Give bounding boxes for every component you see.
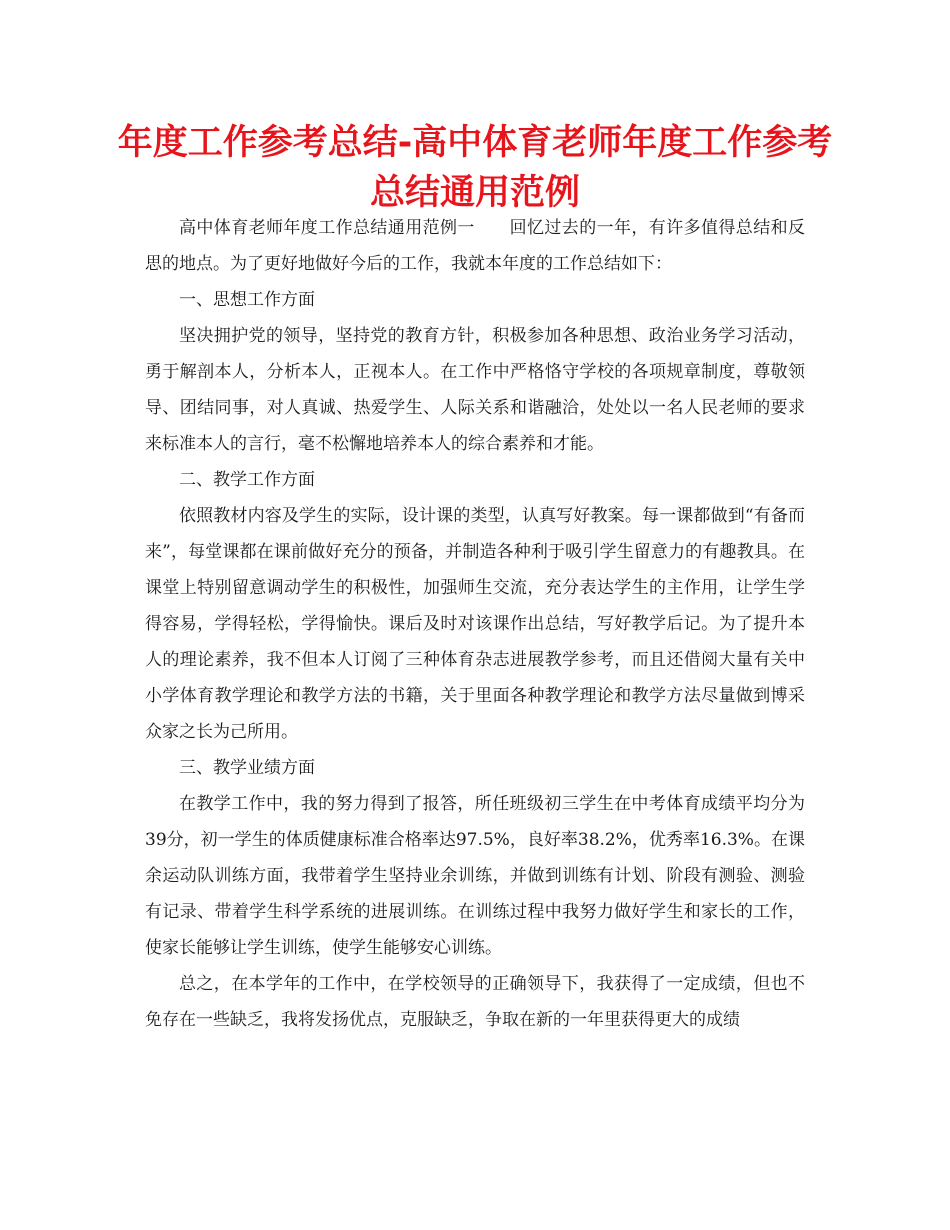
paragraph-intro: 高中体育老师年度工作总结通用范例一 回忆过去的一年，有许多值得总结和反思的地点。为了更好地做好今后的工作，我就本年度的工作总结如下： xyxy=(145,218,805,274)
section-heading-teaching: 二、教学工作方面 xyxy=(179,470,315,490)
document-title: 年度工作参考总结-高中体育老师年度工作参考总结通用范例 xyxy=(117,123,833,213)
document-body xyxy=(145,210,805,1038)
paragraph-conclusion: 总之，在本学年的工作中，在学校领导的正确领导下，我获得了一定成绩，但也不免存在一些缺乏，我将发扬优点，克服缺乏，争取在新的一年里获得更大的成绩 xyxy=(145,974,805,1030)
paragraph-performance: 在教学工作中，我的努力得到了报答，所任班级初三学生在中考体育成绩平均分为39分，初一学生的体质健康标准合格率达97.5%，良好率38.2%，优秀率16.3%。在课余运动队训练方面，我带着学生坚持业余训练，并做到训练有计划、阶段有测验、测验有记录、带着学生科学系统的进展训练。在训练过程中我努力做好学生和家长的工作，使家长能够让学生训练，使学生能够安心训练。 xyxy=(145,794,805,958)
section-heading-performance: 三、教学业绩方面 xyxy=(179,758,315,778)
paragraph-ideology: 坚决拥护党的领导，坚持党的教育方针，积极参加各种思想、政治业务学习活动，勇于解剖本人，分析本人，正视本人。在工作中严格恪守学校的各项规章制度，尊敬领导、团结同事，对人真诚、热爱学生、人际关系和谐融洽，处处以一名人民老师的要求来标准本人的言行，毫不松懈地培养本人的综合素养和才能。 xyxy=(145,326,805,454)
section-heading-ideology: 一、思想工作方面 xyxy=(179,290,315,310)
paragraph-teaching: 依照教材内容及学生的实际，设计课的类型，认真写好教案。每一课都做到“有备而来”，每堂课都在课前做好充分的预备，并制造各种利于吸引学生留意力的有趣教具。在课堂上特别留意调动学生的积极性，加强师生交流，充分表达学生的主作用，让学生学得容易，学得轻松，学得愉快。课后及时对该课作出总结，写好教学后记。为了提升本人的理论素养，我不但本人订阅了三种体育杂志进展教学参考，而且还借阅大量有关中小学体育教学理论和教学方法的书籍，关于里面各种教学理论和教学方法尽量做到博采众家之长为己所用。 xyxy=(145,506,805,742)
